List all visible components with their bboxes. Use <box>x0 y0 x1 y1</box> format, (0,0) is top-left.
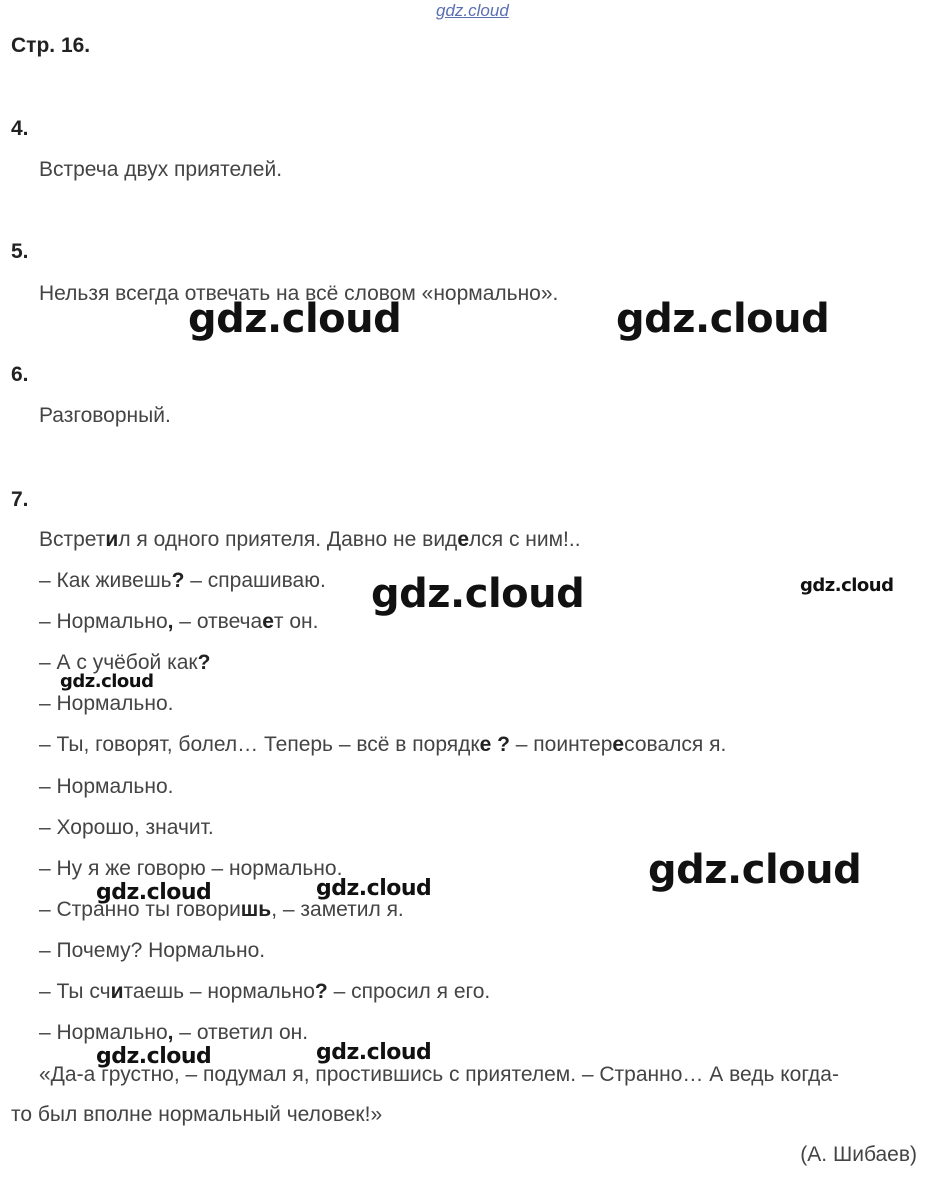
dialogue-line: – Нормально, – отвечает он. <box>39 610 319 633</box>
dialogue-line: – Ну я же говорю – нормально. <box>39 857 343 880</box>
watermark: gdz.cloud <box>188 296 402 342</box>
dialogue-line: – Почему? Нормально. <box>39 939 266 962</box>
dialogue-line: – Странно ты говоришь, – заметил я. <box>39 898 404 921</box>
watermark: gdz.cloud <box>316 876 432 901</box>
author-signature: (А. Шибаев) <box>800 1143 917 1166</box>
dialogue-line: – Нормально, – ответил он. <box>39 1021 309 1044</box>
watermark: gdz.cloud <box>96 880 212 905</box>
dialogue-line: – Ты, говорят, болел… Теперь – всё в порядке ? – поинтересовался я. <box>39 733 727 756</box>
watermark: gdz.cloud <box>316 1040 432 1065</box>
dialogue-line: – Ты считаешь – нормально? – спросил я его. <box>39 980 491 1003</box>
dialogue-line: Встретил я одного приятеля. Давно не виделся с ним!.. <box>39 528 581 551</box>
watermark: gdz.cloud <box>648 847 862 893</box>
dialogue-line: – Как живешь? – спрашиваю. <box>39 569 326 592</box>
top-watermark-link[interactable]: gdz.cloud <box>436 1 509 20</box>
page-header: Стр. 16. <box>11 34 91 57</box>
dialogue-line: – Нормально. <box>39 775 174 798</box>
watermark: gdz.cloud <box>96 1044 212 1069</box>
watermark: gdz.cloud <box>371 571 585 617</box>
task-answer-5: Нельзя всегда отвечать на всё словом «нормально». <box>39 282 559 305</box>
closing-line-2: то был вполне нормальный человек!» <box>11 1103 383 1126</box>
task-number-4: 4. <box>11 117 29 140</box>
dialogue-line: – Хорошо, значит. <box>39 816 214 839</box>
dialogue-line: – А с учёбой как? <box>39 651 211 674</box>
task-answer-4: Встреча двух приятелей. <box>39 158 283 181</box>
task-number-7: 7. <box>11 488 29 511</box>
watermark: gdz.cloud <box>616 296 830 342</box>
dialogue-line: – Нормально. <box>39 692 174 715</box>
task-number-5: 5. <box>11 240 29 263</box>
task-number-6: 6. <box>11 363 29 386</box>
watermark: gdz.cloud <box>800 575 894 596</box>
closing-line-1: «Да-а грустно, – подумал я, простившись с приятелем. – Странно… А ведь когда- <box>39 1063 839 1086</box>
task-answer-6: Разговорный. <box>39 404 171 427</box>
watermark: gdz.cloud <box>60 671 154 692</box>
